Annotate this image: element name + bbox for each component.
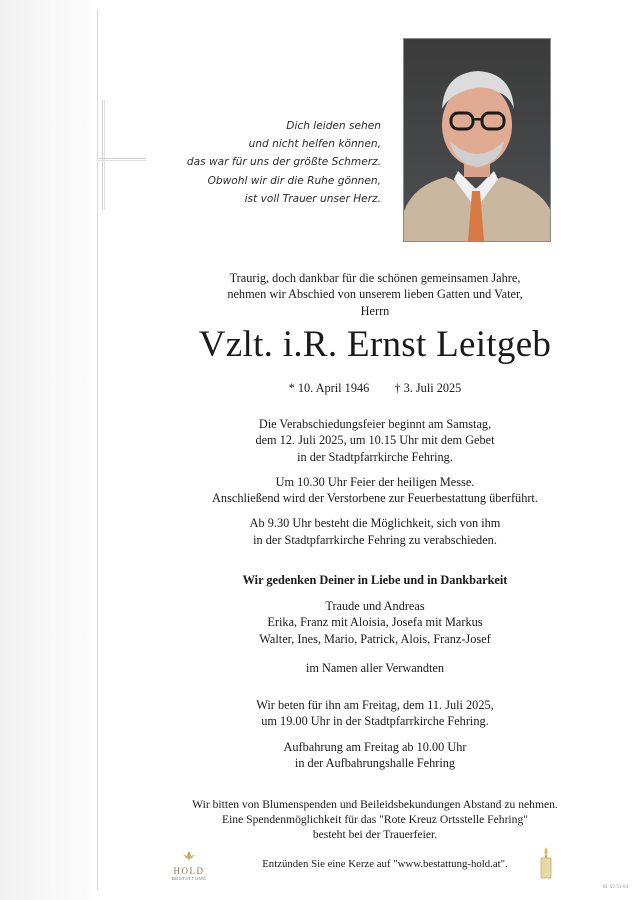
cross-icon [98,100,146,210]
candle-icon[interactable] [539,845,553,879]
laying-out-paragraph [160,739,590,772]
text-line: dem 12. Juli 2025, um 10.15 Uhr mit dem Gebet [255,433,495,448]
text-line: Eine Spendenmöglichkeit für das "Rote Kreuz Ortsstelle Fehring" [221,813,528,827]
donation-note [160,797,590,843]
text-line: Aufbahrung am Freitag ab 10.00 Uhr [283,739,467,754]
text-line: Wir beten für ihn am Freitag, dem 11. Juli 2025, [256,698,494,712]
candle-link-text[interactable]: Entzünden Sie eine Kerze auf "www.bestattung-hold.at". [262,858,508,870]
logo-name: HOLD [173,866,205,876]
deceased-name: Vzlt. i.R. Ernst Leitgeb [198,324,552,365]
text-line: Ab 9.30 Uhr besteht die Möglichkeit, sich von ihm [249,516,501,531]
document-code: ID: 07-51-04 [602,884,628,889]
text-line: Anschließend wird der Verstorbene zur Feuerbestattung überführt. [212,491,538,506]
poem-line: Dich leiden sehen [286,120,381,132]
poem [141,117,381,208]
ceremony-info [160,416,590,557]
intro-line: Traurig, doch dankbar für die schönen gemeinsamen Jahre, [229,271,521,285]
family-line: Walter, Ines, Mario, Patrick, Alois, Franz-Josef [259,631,491,646]
text-line: in der Aufbahrungshalle Fehring [294,755,456,770]
family-line: Erika, Franz mit Aloisia, Josefa mit Markus [267,615,483,630]
poem-line: und nicht helfen können, [248,138,381,151]
birth-date: * 10. April 1946 [288,381,370,395]
service-info [160,697,590,780]
intro-line: nehmen wir Abschied von unserem lieben Gatten und Vater, [227,287,523,302]
watermark-panel [0,0,92,900]
poem-line: ist voll Trauer unser Herz. [244,192,381,205]
poem-line: Obwohl wir dir die Ruhe gönnen, [207,174,381,187]
text-line: besteht bei der Trauerfeier. [312,828,438,842]
farewell-paragraph [160,515,590,548]
intro-text [160,270,590,319]
text-line: Wir bitten von Blumenspenden und Beileidsbekundungen Abstand zu nehmen. [192,798,558,811]
mass-paragraph [160,474,590,507]
funeral-home-logo [168,848,210,882]
text-line: Um 10.30 Uhr Feier der heiligen Messe. [275,474,475,489]
logo-subtitle: BESTATTUNG [171,876,207,881]
prayer-paragraph [160,697,590,730]
family-list [160,598,590,647]
text-line: um 19.00 Uhr in der Stadtpfarrkirche Fehring. [261,714,489,729]
text-line: in der Stadtpfarrkirche Fehring. [297,449,453,464]
ceremony-paragraph [160,416,590,465]
intro-line: Herrn [360,303,390,318]
life-dates [140,380,610,396]
poem-line: das war für uns der größte Schmerz. [186,156,381,169]
death-date: † 3. Juli 2025 [394,381,462,395]
relatives-note: im Namen aller Verwandten [305,661,445,675]
logo-emblem-icon [182,851,196,861]
memorial-heading: Wir gedenken Deiner in Liebe und in Dankbarkeit [242,573,508,587]
text-line: Die Verabschiedungsfeier beginnt am Samstag, [258,417,492,431]
family-line: Traude und Andreas [325,599,425,613]
text-line: in der Stadtpfarrkirche Fehring zu verabschieden. [253,532,497,547]
portrait-photo [403,38,551,242]
